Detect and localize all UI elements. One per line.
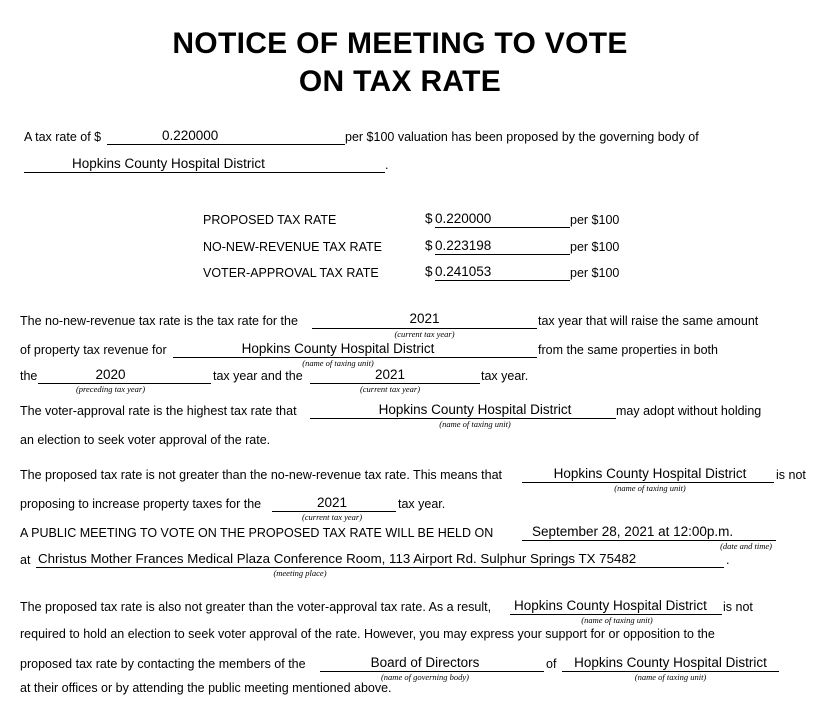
proposed-unit-caption: (name of taxing unit) [614, 483, 686, 493]
rate-value-voter-approval: 0.241053 [435, 264, 492, 279]
proposed-text-3: proposing to increase property taxes for the [20, 497, 262, 511]
closing-text-6: at their offices or by attending the public meeting mentioned above. [20, 681, 392, 695]
intro-rate-value: 0.220000 [162, 128, 219, 143]
nnr-text-1: The no-new-revenue tax rate is the tax rate for the [20, 314, 298, 328]
rate-dollar-voter-approval: $ [425, 264, 433, 279]
notice-title-line2: ON TAX RATE [298, 65, 502, 98]
rate-label-voter-approval: VOTER-APPROVAL TAX RATE [203, 266, 379, 280]
meeting-period: . [726, 553, 730, 567]
closing-taxing-unit-2: Hopkins County Hospital District [574, 655, 767, 670]
rate-label-proposed: PROPOSED TAX RATE [203, 213, 337, 227]
va-taxing-unit: Hopkins County Hospital District [378, 402, 572, 417]
rate-line-no-new-revenue [435, 254, 570, 255]
nnr-prev-year-caption: (preceding tax year) [75, 384, 146, 394]
meeting-date-time: September 28, 2021 at 12:00p.m. [532, 524, 734, 539]
closing-board-caption: (name of governing body) [380, 672, 470, 682]
rate-line-voter-approval [435, 280, 570, 281]
closing-text-5: of [546, 657, 557, 671]
closing-text-2: is not [723, 600, 753, 614]
closing-taxing-unit: Hopkins County Hospital District [514, 598, 707, 613]
rate-unit-voter-approval: per $100 [570, 266, 620, 280]
proposed-year-caption: (current tax year) [301, 512, 363, 522]
rate-unit-proposed: per $100 [570, 213, 620, 227]
intro-period: . [385, 158, 389, 172]
nnr-text-4: from the same properties in both [538, 343, 718, 357]
intro-mid-text: per $100 valuation has been proposed by the governing body of [345, 130, 699, 144]
va-unit-caption: (name of taxing unit) [439, 419, 511, 429]
nnr-text-3: of property tax revenue for [20, 343, 167, 357]
closing-unit2-caption: (name of taxing unit) [634, 672, 707, 682]
meeting-date-caption: (date and time) [720, 541, 772, 551]
meeting-place: Christus Mother Frances Medical Plaza Conference Room, 113 Airport Rd. Sulphur Springs TX 75482 [38, 551, 637, 566]
nnr-text-6: tax year and the [213, 369, 303, 383]
closing-governing-body: Board of Directors [370, 655, 480, 670]
rate-value-no-new-revenue: 0.223198 [435, 238, 492, 253]
nnr-year-caption: (current tax year) [394, 329, 455, 339]
nnr-cur-year-caption: (current tax year) [359, 384, 421, 394]
meeting-text-1: A PUBLIC MEETING TO VOTE ON THE PROPOSED TAX RATE WILL BE HELD ON [20, 526, 494, 540]
nnr-taxing-unit: Hopkins County Hospital District [241, 341, 435, 356]
nnr-text-7: tax year. [481, 369, 529, 383]
nnr-text-2: tax year that will raise the same amount [538, 314, 759, 328]
intro-governing-body: Hopkins County Hospital District [72, 156, 265, 171]
meeting-text-2: at [20, 553, 31, 567]
rate-unit-no-new-revenue: per $100 [570, 240, 620, 254]
notice-title-line1: NOTICE OF MEETING TO VOTE [172, 27, 628, 60]
nnr-prev-year: 2020 [95, 367, 126, 382]
closing-text-3: required to hold an election to seek voter approval of the rate. However, you may express your support for or opposition to the [20, 627, 715, 641]
nnr-cur-year: 2021 [374, 367, 406, 382]
intro-prefix: A tax rate of $ [24, 130, 102, 144]
proposed-taxing-unit: Hopkins County Hospital District [553, 466, 747, 481]
closing-text-1: The proposed tax rate is also not greater than the voter-approval tax rate. As a result, [20, 600, 492, 614]
closing-unit-caption: (name of taxing unit) [581, 615, 653, 625]
nnr-unit-caption: (name of taxing unit) [302, 358, 374, 368]
proposed-text-1: The proposed tax rate is not greater than the no-new-revenue tax rate. This means that [20, 468, 502, 482]
nnr-year: 2021 [409, 311, 440, 326]
nnr-text-5: the [20, 369, 38, 383]
closing-text-4: proposed tax rate by contacting the members of the [20, 657, 306, 671]
va-text-2: may adopt without holding [616, 404, 762, 418]
rate-dollar-no-new-revenue: $ [425, 238, 433, 253]
rate-label-no-new-revenue: NO-NEW-REVENUE TAX RATE [203, 240, 382, 254]
proposed-year: 2021 [316, 495, 348, 510]
rate-line-proposed [435, 227, 570, 228]
va-text-1: The voter-approval rate is the highest tax rate that [20, 404, 297, 418]
rate-dollar-proposed: $ [425, 211, 433, 226]
meeting-place-caption: (meeting place) [273, 568, 327, 578]
proposed-text-4: tax year. [398, 497, 446, 511]
proposed-text-2: is not [776, 468, 806, 482]
rate-value-proposed: 0.220000 [435, 211, 492, 226]
intro-rate-line [107, 144, 345, 145]
intro-body-line [24, 172, 385, 173]
va-text-3: an election to seek voter approval of the rate. [20, 433, 271, 447]
